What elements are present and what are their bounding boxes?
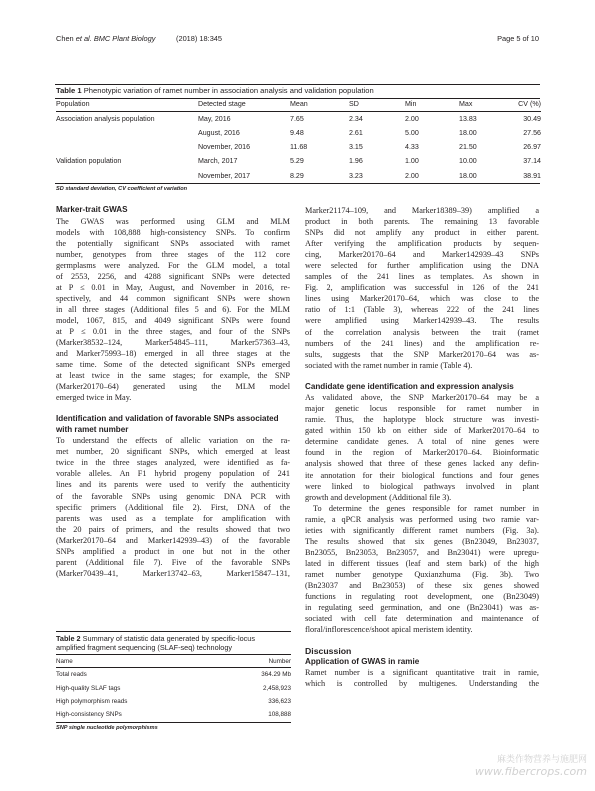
table1-top-rule [55, 84, 540, 85]
table1-cell: 37.14 [523, 157, 541, 166]
table2-row [56, 695, 291, 708]
running-header-citation [56, 34, 222, 43]
table1-cell: November, 2017 [198, 171, 251, 180]
text-line: the potentially significant SNPs associated with ramet [56, 238, 290, 248]
table1-row [56, 169, 541, 183]
paragraph-candidate-genes [305, 392, 539, 502]
table1-cell: 38.91 [523, 171, 541, 180]
text-line: germplasms were analyzed. For the GLM model, a total [56, 260, 290, 270]
text-line: and Marker75993–18) emerged in all three stages at the [56, 349, 290, 359]
table2-column-header: Number [222, 655, 291, 668]
table1-cell: 30.49 [523, 114, 541, 123]
table2-cell: 2,458,923 [262, 684, 291, 692]
text-line: same time. Some of the detected significant SNPs emerged [56, 360, 290, 370]
text-line: determine candidate genes. A total of nine genes were [305, 437, 539, 447]
table1-bottom-rule [55, 183, 540, 184]
text-line: numbers of the 241 lines) and the amplification re- [305, 338, 539, 348]
table1-column-header: Max [459, 100, 473, 108]
table2-cell: Total reads [56, 671, 87, 679]
text-line: SNPs amplified a product in one but not in the other [56, 546, 290, 556]
page-number: Page 5 of 10 [497, 34, 539, 43]
text-line: gated within 150 kb on either side of Marker20170–64 to [305, 426, 539, 436]
text-line: ratio of 1:1 (Table 3), whereas 222 of the 241 lines [305, 305, 539, 315]
text-line: parent (Additional file 7). Five of the favorable SNPs [56, 557, 290, 567]
paragraph-application-gwas [305, 667, 539, 689]
table1-cell: 4.33 [405, 143, 419, 152]
table1-row [56, 154, 541, 168]
section-heading-discussion: Discussion [305, 646, 352, 657]
paragraph-amplification-results [305, 205, 539, 371]
left-text-column [56, 205, 290, 579]
table2-bottom-rule [56, 722, 291, 723]
section-heading-marker-trait-gwas: Marker-trait GWAS [56, 205, 128, 214]
table1-cell: 2.00 [405, 171, 419, 180]
text-line: of the correlation analysis between the trait (ramet [305, 327, 539, 337]
table2-cell: 364.29 Mb [261, 671, 291, 679]
table2-footnote: SNP single nucleotide polymorphisms [56, 725, 158, 732]
text-line: ieties with significantly different ramet numbers (Fig. 3a). [305, 525, 539, 535]
table2-cell: High-consistency SNPs [56, 711, 122, 719]
table1-cell: May, 2016 [198, 114, 231, 123]
table1-cell: 9.48 [290, 128, 304, 137]
section-heading-candidate-gene: Candidate gene identification and expression analysis [305, 381, 514, 391]
table1-cell: 3.15 [349, 143, 363, 152]
header-etal: et al. [75, 34, 92, 43]
text-line: the 20 pairs of primers, and the results showed that two [56, 524, 290, 534]
table1-caption [56, 86, 374, 96]
table1 [56, 99, 541, 183]
table1-cell: 26.97 [523, 143, 541, 152]
table1-column-header: Min [405, 100, 417, 108]
subsection-heading-application-gwas: Application of GWAS in ramie [305, 656, 420, 666]
text-line: Fig. 2, amplification was successful in 126 of the 241 [305, 283, 539, 293]
table2-cell: High polymorphism reads [56, 697, 128, 705]
paragraph-qpcr-analysis [305, 503, 539, 636]
table2 [56, 631, 291, 731]
table1-row [56, 112, 541, 126]
table2-cell: High-quality SLAF tags [56, 684, 121, 692]
text-line: of 2553, 2256, and 4288 significant SNPs were detected [56, 271, 290, 281]
table1-column-header: CV (%) [518, 100, 541, 108]
table1-column-header: Population [56, 100, 90, 108]
text-line: of the favorable SNPs using genomic DNA PCR with [56, 491, 290, 501]
table1-column-header: Detected stage [198, 100, 246, 108]
text-line: were amplified using Marker142939–43. The results [305, 316, 539, 326]
table1-caption-text: Phenotypic variation of ramet number in association analysis and validation population [83, 86, 374, 95]
table1-cell: 7.65 [290, 114, 304, 123]
table2-row [56, 668, 291, 682]
text-line: lated in different tissues (leaf and stem bark) of the high [305, 558, 539, 568]
table2-caption-line-2: amplified fragment sequencing (SLAF-seq) technology [56, 643, 233, 652]
table1-footnote: SD standard deviation, CV coefficient of variation [56, 186, 188, 192]
text-line: emerged twice in May. [56, 393, 132, 403]
text-line: (Marker20170–64) generated using the MLM model [56, 382, 290, 392]
text-line: met number, 20 significant SNPs, which emerged at least [56, 447, 290, 457]
table1-cell: 13.83 [459, 114, 477, 123]
text-line: lines and its parents were used to verify the authenticity [56, 480, 290, 490]
text-line: product in both parents. The remaining 13 favorable [305, 217, 539, 227]
text-line: at P ≤ 0.01 in May, August, and November in 2016, re- [56, 282, 290, 292]
section-heading-favorable-snps [56, 414, 290, 435]
header-citation: (2018) 18:345 [176, 34, 223, 43]
table2-grid [56, 655, 291, 722]
right-text-column [305, 205, 539, 689]
text-line: SNPs did not amplify any product in either parent. [305, 228, 539, 238]
text-line: at least twice in the same stages; for example, the SNP [56, 371, 290, 381]
table1-row [56, 126, 541, 140]
text-line: The GWAS was performed using GLM and MLM [56, 216, 290, 226]
text-line: ramet number genotype Quxianzhuma (Fig. 3b). Two [305, 569, 539, 579]
text-line: sociated with the ramet number in ramie (Table 4). [305, 360, 473, 370]
text-line: in all three stages (Additional files 5 and 6). For the MLM [56, 304, 290, 314]
table1-cell: November, 2016 [198, 143, 251, 152]
text-line: growth and development (Additional file 3). [305, 492, 452, 502]
table1-cell: Association analysis population [56, 114, 155, 123]
table1-row [56, 140, 541, 154]
table1-cell: 10.00 [459, 157, 477, 166]
table1-cell: 2.00 [405, 114, 419, 123]
text-line: specific primers (Additional file 2). First, DNA of the [56, 502, 290, 512]
table1-cell: 1.00 [405, 157, 419, 166]
text-line: (Marker20170–64 and Marker142939–43) of the favorable [56, 535, 290, 545]
text-line: found in the region of Marker20170–64. Bioinformatic [305, 448, 539, 458]
table1-cell: 2.61 [349, 128, 363, 137]
text-line: cing, Marker20170–64 and Marker142939–43 SNPs [305, 250, 539, 260]
table1-cell: 27.56 [523, 128, 541, 137]
paragraph-gwas [56, 216, 290, 404]
heading-line: with ramet number [56, 424, 129, 434]
table2-header-row [56, 655, 291, 668]
table2-caption-line-1: Summary of statistic data generated by specific-locus [82, 634, 256, 643]
table1-cell: 21.50 [459, 143, 477, 152]
table1-cell: 2.34 [349, 114, 363, 123]
table1-cell: 3.23 [349, 171, 363, 180]
text-line: functions in regulating root development, one (Bn23049) [305, 592, 539, 602]
text-line: Marker21174–109, and Marker18389–39) amplified a [305, 206, 539, 215]
table1-cell: 5.29 [290, 157, 304, 166]
text-line: were linked to biological pathways involved in plant [305, 481, 539, 491]
text-line: Ramet number is a significant quantitative trait in ramie, [305, 668, 539, 678]
table2-label: Table 2 [56, 634, 81, 643]
text-line: ramie. Thus, the haplotype block structure was investi- [305, 415, 539, 425]
table2-row [56, 681, 291, 694]
text-line: twice in the three stages analyzed, were identified as fa- [56, 458, 290, 468]
text-line: To understand the effects of allelic variation on the ra- [56, 436, 290, 446]
text-line: sociated with cell fate determination and maintenance of [305, 614, 539, 624]
table1-cell: 18.00 [459, 171, 477, 180]
text-line: Bn23055, Bn23053, Bn23057, and Bn23041) were upregu- [305, 547, 539, 557]
table1-cell: 11.68 [290, 143, 308, 152]
text-line: (Marker38532–124, Marker54845–111, Marker57363–43, [56, 338, 290, 348]
table2-row [56, 708, 291, 721]
table2-caption [56, 634, 291, 652]
text-line: samples of the 241 lines as templates. As shown in [305, 272, 539, 282]
table1-column-header: Mean [290, 100, 308, 108]
text-line: The results showed that six genes (Bn23049, Bn23037, [305, 536, 539, 546]
header-authors: Chen [56, 34, 74, 43]
text-line: number, genotypes from three stages of the 112 core [56, 249, 290, 259]
text-line: which is controlled by multigenes. Understanding the [305, 679, 539, 689]
text-line: major genetic locus responsible for ramet number in [305, 404, 539, 414]
text-line: To determine the genes responsible for ramet number in [313, 503, 539, 513]
table2-cell: 336,623 [268, 697, 291, 705]
text-line: spectively, and 44 common significant SNPs were shown [56, 293, 290, 303]
text-line: at P ≤ 0.01 in the three stages, and four of the SNPs [56, 326, 290, 336]
text-line: vorable alleles. An F1 hybrid progeny population of 241 [56, 469, 290, 479]
text-line: ite annotation for their biological functions and four genes [305, 470, 539, 480]
text-line: model, 1067, 815, and 4049 significant SNPs were found [56, 315, 290, 325]
paragraph-favorable-snps [56, 435, 290, 579]
watermark-url: www.fibercrops.com [474, 765, 587, 778]
table1-cell: 1.96 [349, 157, 363, 166]
table1-cell: March, 2017 [198, 157, 238, 166]
table1-cell: 18.00 [459, 128, 477, 137]
table1-cell: Validation population [56, 157, 122, 166]
table1-label: Table 1 [56, 86, 82, 95]
text-line: As validated above, the SNP Marker20170–64 may be a [305, 393, 539, 403]
text-line: models with 108,888 high-consistency SNPs. To confirm [56, 227, 290, 237]
text-line: were selected for further amplification using the DNA [305, 261, 539, 271]
text-line: After verifying the amplification products by sequen- [305, 239, 539, 249]
table1-cell: 8.29 [290, 171, 304, 180]
text-line: sults, suggests that the SNP Marker20170–64 was as- [305, 349, 539, 359]
heading-line: Identification and validation of favorable SNPs associated [56, 414, 279, 424]
text-line: floral/inflorescence/shoot apical meristem identity. [305, 625, 473, 635]
table2-top-rule [56, 631, 291, 632]
watermark-site-name: 麻类作物营养与施肥网 [496, 755, 587, 765]
text-line: ramie, a qPCR analysis was performed using two ramie var- [305, 514, 539, 524]
table1-column-header: SD [349, 100, 359, 108]
table1-cell: 5.00 [405, 128, 419, 137]
text-line: parents was used as a template for amplification with [56, 513, 290, 523]
text-line: (Marker70439–41, Marker13742–63, Marker15847–131, [56, 568, 290, 578]
text-line: in regulating seed germination, and one (Bn23041) was as- [305, 603, 539, 613]
table2-column-header: Name [56, 655, 222, 668]
table1-cell: August, 2016 [198, 128, 240, 137]
text-line: lines using Marker20170–64, which was close to the [305, 294, 539, 304]
header-journal: BMC Plant Biology [93, 34, 156, 43]
text-line: analysis showed that three of these genes lacked any defin- [305, 459, 539, 469]
text-line: (Bn23037 and Bn23053) of these six genes showed [305, 581, 539, 590]
table2-cell: 108,888 [268, 711, 291, 719]
